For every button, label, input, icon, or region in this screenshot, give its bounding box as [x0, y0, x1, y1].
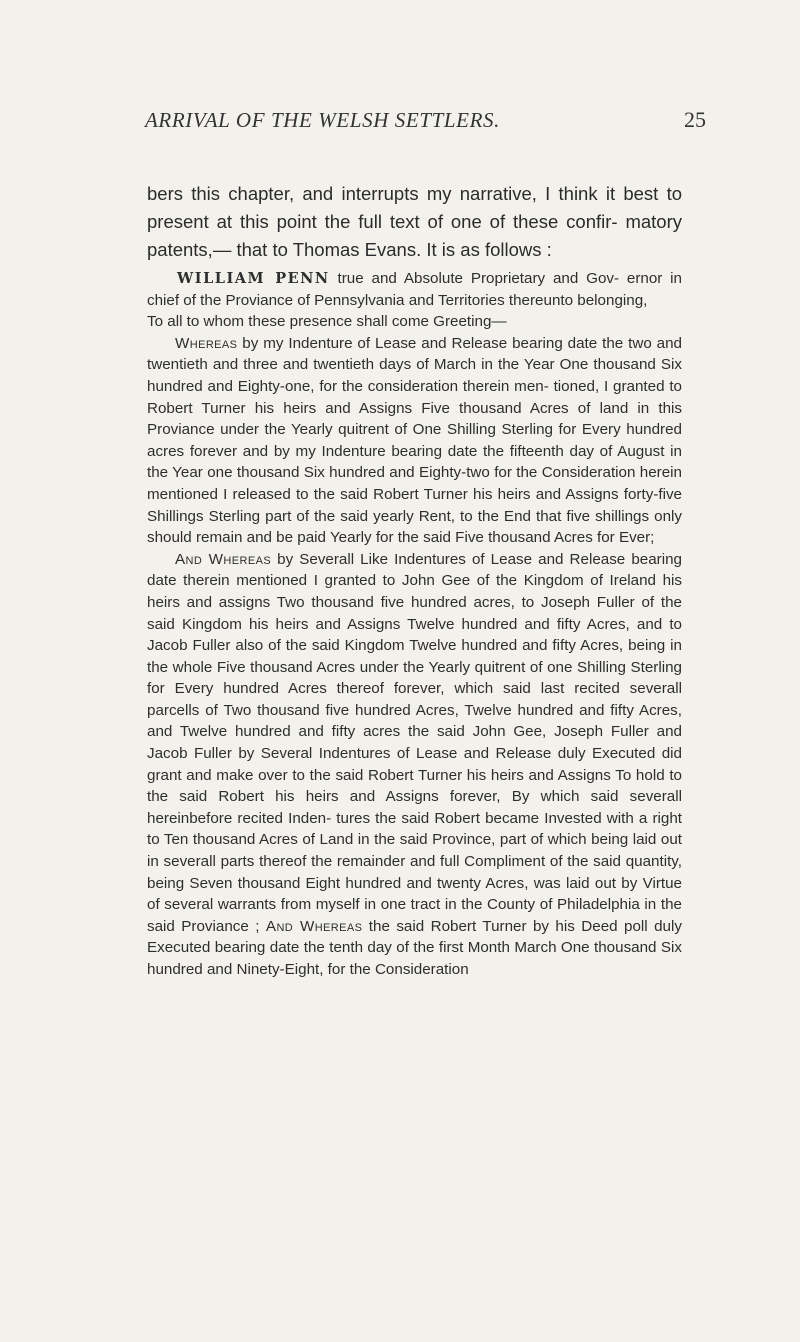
- patent-greeting: To all to whom these presence shall come Greeting—: [147, 313, 507, 331]
- and-whereas-lead: And Whereas: [175, 550, 272, 568]
- intro-paragraph: [147, 180, 682, 264]
- whereas-lead: Whereas: [175, 334, 238, 352]
- and-whereas-lead-2: And Whereas: [265, 917, 363, 935]
- running-title: ARRIVAL OF THE WELSH SETTLERS.: [145, 108, 500, 132]
- patent-title: [147, 268, 682, 311]
- patent-paragraph-1: [147, 333, 682, 549]
- patent-paragraph-2: [147, 549, 682, 981]
- intro-text: bers this chapter, and interrupts my narrative, I think it best to present at this point the full text of one of these confir- matory patents,— that to Thomas Evans. It is as follows :: [147, 183, 682, 260]
- grantor-name: WILLIAM PENN: [177, 270, 330, 287]
- paragraph-2-text: by Severall Like Indentures of Lease and Release bearing date therein mentioned I granted to John Gee of the Kingdom of Ireland his heirs and assigns Two thousand five hundred acres, to Joseph Fuller of the said Kingdom his heirs and Assigns Twelve hundred and fifty Acres, and to Jacob Fuller also of the said Kingdom Twelve hundred and fifty Acres, being in the whole Five thousand Acres under the Yearly quitrent of one Shilling Sterling for Every hundred Acres thereof forever, which said last recited severall parcells of Two thousand five hundred Acres, Twelve hundred and fifty Acres, and Twelve hundred and fifty acres the said John Gee, Joseph Fuller and Jacob Fuller by Several Indentures of Lease and Release duly Executed did grant and make over to the said Robert Turner his heirs and Assigns To hold to the said Robert his heirs and Assigns forever, By which said severall hereinbefore recited Inden- tures the said Robert became Invested with a right to Ten thousand Acres of Land in the said Province, part of which being laid out in severall parts thereof the remainder and full Compliment of the said quantity, being Seven thousand Eight hundred and twenty Acres, was laid out by Virtue of several warrants from myself in one tract in the County of Philadelphia in the said Proviance ;: [147, 550, 682, 935]
- paragraph-1-text: by my Indenture of Lease and Release bearing date the two and twentieth and three and twentieth days of March in the Year One thousand Six hundred and Eighty-one, for the consideration therein men- tioned, I granted to Robert Turner his heirs and Assigns Five thousand Acres of land in this Proviance under the Yearly quitrent of One Shilling Sterling for Every hundred acres forever and by my Indenture bearing date the fifteenth day of August in the Year one thousand Six hundred and Eighty-two for the Consideration herein mentioned I released to the said Robert Turner his heirs and Assigns forty-five Shillings Sterling part of the said yearly Rent, to the End that five shillings only should remain and be paid Yearly for the said Five thousand Acres for Ever;: [147, 334, 682, 547]
- paragraph-2-tail-text: the said Robert Turner by his Deed poll duly Executed bearing date the tenth day of the first Month March One thousand Six hundred and Ninety-Eight, for the Consideration: [147, 917, 682, 978]
- patent-text-block: [147, 268, 682, 981]
- page-number: 25: [684, 107, 706, 132]
- patent-title-text: true and Absolute Proprietary and Gov- ernor in chief of the Proviance of Pennsylvania and Territories thereunto belonging,: [147, 270, 682, 309]
